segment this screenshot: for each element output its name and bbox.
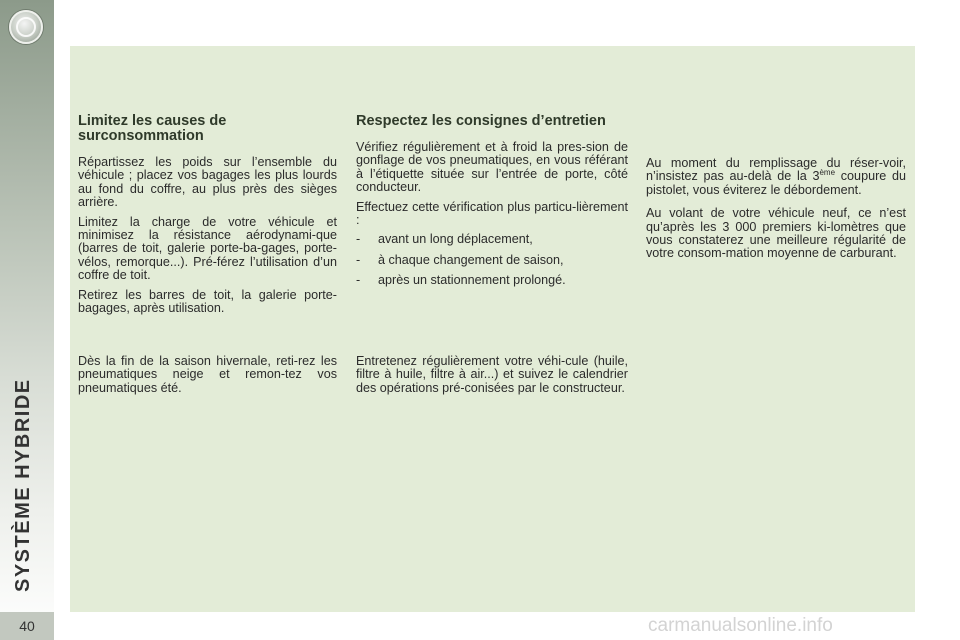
superscript-eme: ème [819, 168, 836, 178]
list-item-text: avant un long déplacement, [378, 232, 533, 247]
watermark: carmanualsonline.info [648, 615, 833, 636]
brand-logo-icon [9, 10, 43, 44]
paragraph: Vérifiez régulièrement et à froid la pres-sion de gonflage de vos pneumatiques, en vous référant à l’étiquette située sur l’entrée de porte, côté conducteur. [356, 140, 628, 195]
list-item [356, 274, 628, 287]
column-maintenance-bottom [356, 355, 628, 401]
column-maintenance [356, 114, 628, 295]
refuel-text-start: Au moment du remplissage du réser-voir, n’insistez pas au-delà de la 3 [646, 156, 906, 184]
column-consumption-bottom [78, 355, 337, 401]
logo-ring [16, 17, 36, 37]
paragraph: Entretenez régulièrement votre véhi-cule (huile, filtre à huile, filtre à air...) et suivez le calendrier des opérations pré-conisées par le constructeur. [356, 354, 628, 395]
paragraph: Retirez les barres de toit, la galerie porte-bagages, après utilisation. [78, 287, 337, 316]
heading-maintenance: Respectez les consignes d’entretien [356, 113, 606, 129]
refuel-text-end: coupure du pistolet, vous éviterez le débordement. [646, 169, 906, 197]
sidebar [0, 0, 54, 640]
paragraph: Dès la fin de la saison hivernale, reti-rez les pneumatiques neige et remon-tez vos pneumatiques été. [78, 354, 337, 395]
list-item-text: après un stationnement prolongé. [378, 273, 566, 288]
paragraph: Limitez la charge de votre véhicule et minimisez la résistance aérodynami-que (barres de toit, galerie porte-ba-gages, porte-vélos, remorque...). Pré-férez l’utilisation d’un coffre de toit. [78, 214, 337, 283]
heading-consumption: Limitez les causes de surconsommation [78, 113, 227, 144]
section-title: SYSTÈME HYBRIDE [12, 378, 34, 592]
paragraph: Répartissez les poids sur l’ensemble du véhicule ; placez vos bagages les plus lourds au fond du coffre, au plus près des sièges arrière. [78, 155, 337, 210]
paragraph: Effectuez cette vérification plus particu-lièrement : [356, 199, 628, 228]
checklist [356, 233, 628, 287]
paragraph: Au volant de votre véhicule neuf, ce n’est qu’après les 3 000 premiers ki-lomètres que vous constaterez une meilleure régularité de votre consom-mation moyenne de carburant. [646, 206, 906, 261]
column-refuel [646, 157, 906, 271]
list-item [356, 254, 628, 267]
page-number: 40 [0, 612, 54, 640]
paragraph-refuel [646, 157, 906, 197]
dash-bullet: - [356, 232, 361, 247]
list-item [356, 233, 628, 246]
dash-bullet: - [356, 273, 361, 288]
dash-bullet: - [356, 252, 361, 267]
list-item-text: à chaque changement de saison, [378, 252, 564, 267]
column-consumption [78, 114, 337, 321]
